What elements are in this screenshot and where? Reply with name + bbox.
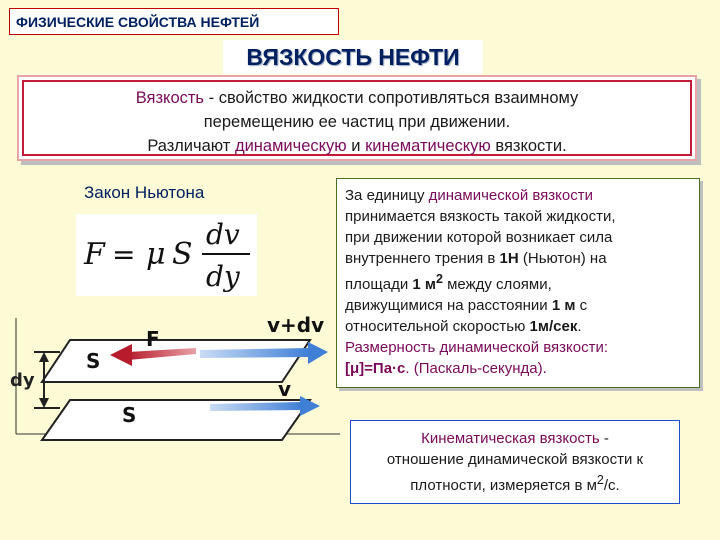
definition-line-3-c: вязкости. xyxy=(490,137,567,155)
definition-inner-frame xyxy=(22,80,692,156)
unit-line-5-area: 1 м xyxy=(412,276,436,293)
unit-line-5 xyxy=(345,269,689,295)
unit-line-1-a: За единицу xyxy=(345,187,429,204)
unit-line-1-term: динамической вязкости xyxy=(428,187,593,204)
unit-line-7-a: относительной скоростью xyxy=(345,318,530,335)
dy-arrow-up xyxy=(39,352,49,362)
unit-line-6 xyxy=(345,295,689,316)
unit-line-8: Размерность динамической вязкости: xyxy=(345,339,609,356)
unit-line-7-c: . xyxy=(577,318,582,335)
formula-s: S xyxy=(172,237,193,272)
kin-line-3 xyxy=(351,470,679,496)
page-title: ВЯЗКОСТЬ НЕФТИ xyxy=(246,44,460,70)
unit-line-5-c: между слоями, xyxy=(442,276,552,293)
kin-line-3-b: /с. xyxy=(603,477,620,494)
unit-line-4-a: внутреннего трения в xyxy=(345,250,500,267)
viscosity-diagram xyxy=(10,310,340,442)
kin-line-1 xyxy=(351,428,679,449)
unit-line-7-speed: 1м/сек xyxy=(529,318,578,335)
kin-dash: - xyxy=(599,430,609,447)
force-label: F xyxy=(146,327,160,351)
top-plate xyxy=(42,340,310,382)
kinematic-viscosity-box xyxy=(350,420,680,504)
kin-line-3-a: плотности, измеряется в м xyxy=(410,477,597,494)
definition-line-2: перемещению ее частиц при движении. xyxy=(203,113,511,131)
velocity-top-arrow-head xyxy=(308,342,328,364)
definition-term: Вязкость xyxy=(135,89,205,107)
newton-law-label: Закон Ньютона xyxy=(84,183,205,202)
definition-box xyxy=(17,75,697,161)
definition-line-1 xyxy=(24,86,690,110)
unit-line-6-a: движущимися на расстоянии xyxy=(345,297,552,314)
unit-line-5-a: площади xyxy=(345,276,413,293)
unit-line-4-c: (Ньютон) на xyxy=(518,250,607,267)
newton-formula xyxy=(76,214,257,296)
definition-line-1-rest: - свойство жидкости сопротивляться взаимному xyxy=(204,89,579,107)
formula-numerator: dv xyxy=(206,218,240,251)
definition-line-3-b: и xyxy=(346,137,366,155)
dy-label: dy xyxy=(10,370,35,391)
bottom-area-label: S xyxy=(122,403,137,427)
unit-line-4-newton: 1Н xyxy=(499,250,519,267)
unit-line-3: при движении которой возникает сила xyxy=(345,229,613,246)
definition-text xyxy=(24,82,690,158)
unit-line-4 xyxy=(345,248,689,269)
dynamic-term: динамическую xyxy=(234,137,347,155)
kin-line-2: отношение динамической вязкости к xyxy=(386,451,644,468)
top-area-label: S xyxy=(86,349,101,373)
unit-line-9-b: . (Паскаль-секунда). xyxy=(405,360,547,377)
unit-line-9-unit: [μ]=Па·с xyxy=(345,360,406,377)
definition-line-3-a: Различают xyxy=(147,137,235,155)
unit-line-5-sup: 2 xyxy=(435,272,443,286)
formula-equals: = xyxy=(112,238,136,271)
kin-term: Кинематическая вязкость xyxy=(421,430,600,447)
definition-line-3 xyxy=(24,134,690,158)
section-label xyxy=(9,8,339,35)
formula-mu: μ xyxy=(146,237,166,272)
unit-line-6-c: с xyxy=(575,297,588,314)
unit-line-6-distance: 1 м xyxy=(551,297,576,314)
formula-lhs: F xyxy=(84,237,105,272)
kinematic-term: кинематическую xyxy=(365,137,491,155)
velocity-top-label: v+dv xyxy=(267,313,325,337)
unit-line-1 xyxy=(345,185,689,206)
formula-denominator: dy xyxy=(206,260,240,293)
velocity-bottom-label: v xyxy=(278,377,292,401)
kin-line-3-sup: 2 xyxy=(596,473,604,487)
dy-arrow-down xyxy=(39,398,49,408)
dynamic-viscosity-unit-box xyxy=(336,178,700,388)
page-title-box xyxy=(223,40,483,74)
unit-line-7 xyxy=(345,316,689,337)
unit-line-9 xyxy=(345,358,689,379)
unit-line-2: принимается вязкость такой жидкости, xyxy=(345,208,616,225)
section-label-text: ФИЗИЧЕСКИЕ СВОЙСТВА НЕФТЕЙ xyxy=(16,13,260,30)
